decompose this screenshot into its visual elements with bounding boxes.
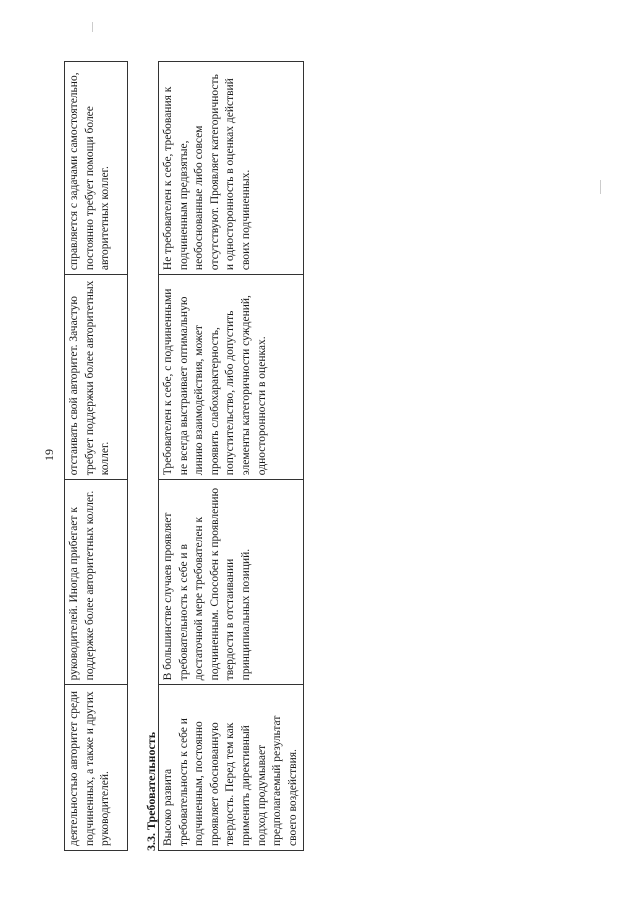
table-cell: Требователен к себе, с подчиненными не всегда выстраивает оптимальную линию взаимодействия, может проявить слабохарактерность, попустительство, либо допустить элементы категоричности суждений, односторонности в оценках. [159,275,304,480]
table-section [158,61,304,851]
table-row [65,62,128,851]
table-cell: деятельностью авторитет среди подчиненных, а также и других руководителей. [65,685,128,851]
table-top-grid [64,61,128,851]
table-section-grid [158,61,304,851]
table-cell: справляется с задачами самостоятельно, постоянно требует помощи более авторитетных коллег. [65,62,128,275]
scan-mark [92,22,93,32]
table-cell: отстаивать свой авторитет. Зачастую требует поддержки более авторитетных коллег. [65,275,128,480]
scan-mark [600,180,601,194]
page-number: 19 [42,449,56,461]
table-cell: руководителей. Иногда прибегает к поддержке более авторитетных коллег. [65,480,128,685]
table-cell: В большинстве случаев проявляет требовательность к себе и в достаточной мере требователен к подчиненным. Способен к проявлению твердости в отстаивании принципиальных позиций. [159,480,304,685]
section-heading: 3.3. Требовательность [144,731,158,851]
table-cell: Не требователен к себе, требования к подчиненным предвзятые, необоснованные либо совсем отсутствуют. Проявляет категоричность и односторонность в оценках действий своих подчиненных. [159,62,304,275]
table-row [159,62,304,851]
table-cell: Высоко развита требовательность к себе и подчиненным, постоянно проявляет обоснованную твердость. Перед тем как применить директивный подход продумывает предполагаемый результат своего воздействия. [159,685,304,851]
table-top [64,61,128,851]
